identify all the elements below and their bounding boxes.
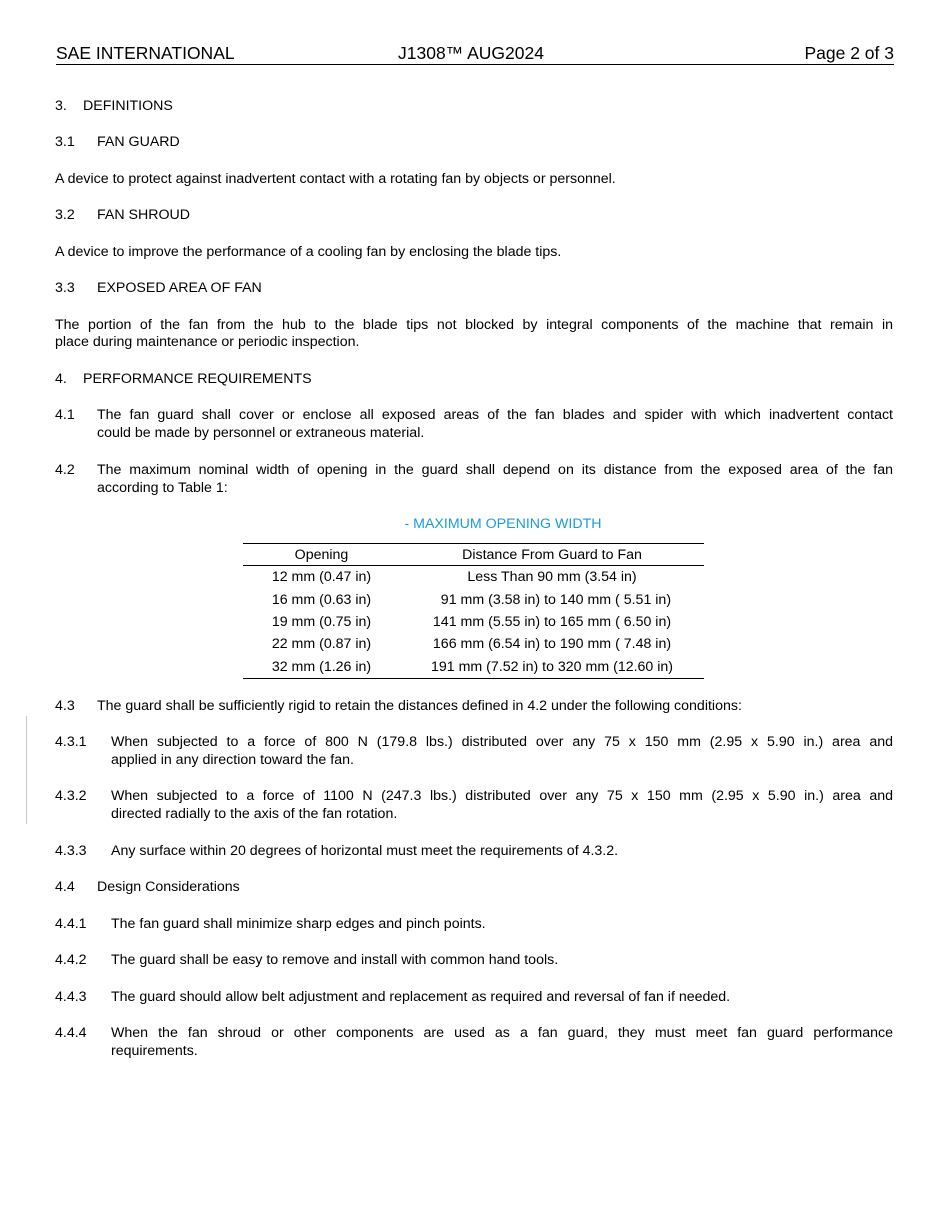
header-page-number: Page 2 of 3 — [804, 43, 894, 63]
section-4-1-number: 4.1 — [55, 407, 75, 423]
table-row — [243, 611, 704, 633]
section-4-4-4-text-line2: requirements. — [111, 1043, 198, 1059]
section-4-4-2-text: The guard shall be easy to remove and install with common hand tools. — [111, 952, 559, 968]
section-3-3-title: EXPOSED AREA OF FAN — [97, 280, 262, 296]
section-4-3-text: The guard shall be sufficiently rigid to retain the distances defined in 4.2 under the following conditions: — [97, 698, 742, 714]
section-3-3-text-line1: The portion of the fan from the hub to the blade tips not blocked by integral components of the machine that remain in — [55, 317, 893, 333]
revision-bar — [26, 716, 27, 824]
section-4-3-1-number: 4.3.1 — [55, 734, 87, 750]
section-3-3-text-line2: place during maintenance or periodic inspection. — [55, 334, 360, 350]
opening-width-table — [243, 543, 704, 679]
table-row — [243, 566, 704, 589]
table-cell-distance: 191 mm (7.52 in) to 320 mm (12.60 in) — [400, 656, 704, 679]
section-4-4-1-number: 4.4.1 — [55, 916, 87, 932]
section-4-4-2-number: 4.4.2 — [55, 952, 87, 968]
table-row — [243, 588, 704, 610]
table-cell-opening: 16 mm (0.63 in) — [271, 591, 372, 608]
section-3-number: 3. — [55, 98, 67, 114]
section-3-3-number: 3.3 — [55, 280, 75, 296]
table-cell-distance: 166 mm (6.54 in) to 190 mm ( 7.48 in) — [432, 636, 672, 653]
table-cell-distance: Less Than 90 mm (3.54 in) — [467, 569, 637, 586]
section-4-4-3-text: The guard should allow belt adjustment and replacement as required and reversal of fan if needed. — [111, 989, 731, 1005]
table-row — [243, 633, 704, 655]
section-3-1-title: FAN GUARD — [97, 134, 180, 150]
section-4-2-text-line2: according to Table 1: — [97, 480, 228, 496]
section-4-3-1-text-line1: When subjected to a force of 800 N (179.8 lbs.) distributed over any 75 x 150 mm (2.95 x 5.90 in.) area and — [111, 734, 893, 750]
table-cell-distance: 91 mm (3.58 in) to 140 mm ( 5.51 in) — [432, 591, 672, 608]
section-4-4-4-number: 4.4.4 — [55, 1025, 87, 1041]
header-doc-id: J1308™ AUG2024 — [398, 43, 544, 63]
table-cell-opening: 12 mm (0.47 in) — [271, 569, 372, 586]
section-4-3-2-number: 4.3.2 — [55, 788, 87, 804]
section-4-3-2-text-line2: directed radially to the axis of the fan rotation. — [111, 806, 398, 822]
section-4-number: 4. — [55, 371, 67, 387]
table-title: - MAXIMUM OPENING WIDTH — [404, 516, 602, 532]
section-3-1-number: 3.1 — [55, 134, 75, 150]
section-4-4-3-number: 4.4.3 — [55, 989, 87, 1005]
section-4-4-4-text-line1: When the fan shroud or other components are used as a fan guard, they must meet fan guard performance — [111, 1025, 893, 1041]
table-header-opening: Opening — [243, 544, 400, 566]
table-cell-opening: 32 mm (1.26 in) — [243, 656, 400, 679]
section-3-2-text: A device to improve the performance of a cooling fan by enclosing the blade tips. — [55, 244, 562, 260]
table-row — [243, 656, 704, 679]
table-cell-distance: 141 mm (5.55 in) to 165 mm ( 6.50 in) — [432, 613, 672, 630]
section-4-3-1-text-line2: applied in any direction toward the fan. — [111, 752, 354, 768]
section-4-3-3-text: Any surface within 20 degrees of horizontal must meet the requirements of 4.3.2. — [111, 843, 619, 859]
section-3-2-number: 3.2 — [55, 207, 75, 223]
section-4-1-text-line1: The fan guard shall cover or enclose all exposed areas of the fan blades and spider with which inadvertent contact — [97, 407, 893, 423]
section-4-4-1-text: The fan guard shall minimize sharp edges and pinch points. — [111, 916, 486, 932]
section-4-3-2-text-line1: When subjected to a force of 1100 N (247.3 lbs.) distributed over any 75 x 150 mm (2.95 x 5.90 in.) area and — [111, 788, 893, 804]
section-3-1-text: A device to protect against inadvertent contact with a rotating fan by objects or personnel. — [55, 171, 616, 187]
section-4-2-number: 4.2 — [55, 462, 75, 478]
section-4-2-text-line1: The maximum nominal width of opening in the guard shall depend on its distance from the exposed area of the fan — [97, 462, 893, 478]
section-4-4-title: Design Considerations — [97, 879, 240, 895]
table-cell-opening: 19 mm (0.75 in) — [271, 613, 372, 630]
section-4-1-text-line2: could be made by personnel or extraneous material. — [97, 425, 425, 441]
table-cell-opening: 22 mm (0.87 in) — [271, 636, 372, 653]
table-header-distance: Distance From Guard to Fan — [400, 544, 704, 566]
section-3-2-title: FAN SHROUD — [97, 207, 191, 223]
section-4-3-number: 4.3 — [55, 698, 75, 714]
table-header-row — [243, 544, 704, 566]
section-3-title: DEFINITIONS — [83, 98, 173, 114]
header-org: SAE INTERNATIONAL — [56, 43, 235, 63]
section-4-3-3-number: 4.3.3 — [55, 843, 87, 859]
section-4-title: PERFORMANCE REQUIREMENTS — [83, 371, 312, 387]
section-4-4-number: 4.4 — [55, 879, 75, 895]
page-header — [56, 44, 894, 65]
